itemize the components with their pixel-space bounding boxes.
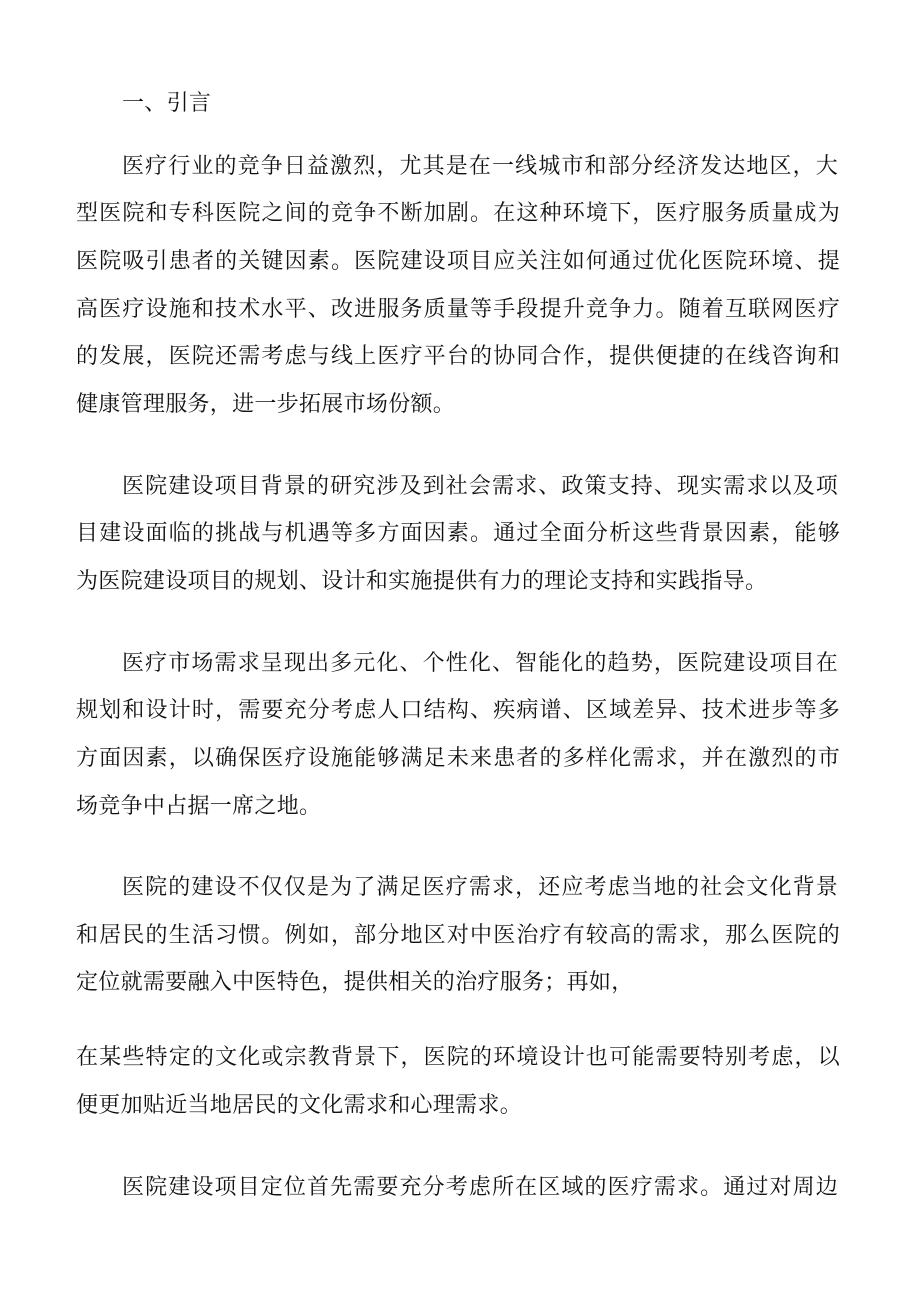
paragraph-3-line-1: 医疗市场需求呈现出多元化、个性化、智能化的趋势，医院建设项目在 (122, 651, 838, 676)
paragraph-1-line-6: 健康管理服务，进一步拓展市场份额。 (76, 392, 456, 417)
paragraph-2-line-2: 目建设面临的挑战与机遇等多方面因素。通过全面分析这些背景因素，能够 (76, 521, 840, 546)
paragraph-3-line-4: 场竞争中占据一席之地。 (76, 794, 322, 819)
paragraph-4-line-2: 和居民的生活习惯。例如，部分地区对中医治疗有较高的需求，那么医院的 (76, 923, 840, 948)
paragraph-5-line-2: 便更加贴近当地居民的文化需求和心理需求。 (76, 1093, 523, 1118)
paragraph-1-line-1: 医疗行业的竞争日益激烈，尤其是在一线城市和部分经济发达地区，大 (122, 154, 838, 179)
paragraph-4-line-3: 定位就需要融入中医特色，提供相关的治疗服务；再如， (76, 970, 634, 995)
paragraph-2-line-1: 医院建设项目背景的研究涉及到社会需求、政策支持、现实需求以及项 (122, 474, 838, 499)
paragraph-5-line-1: 在某些特定的文化或宗教背景下，医院的环境设计也可能需要特别考虑，以 (76, 1045, 840, 1070)
paragraph-3-line-3: 方面因素，以确保医疗设施能够满足未来患者的多样化需求，并在激烈的市 (76, 746, 840, 771)
paragraph-1-line-2: 型医院和专科医院之间的竞争不断加剧。在这种环境下，医疗服务质量成为 (76, 201, 840, 226)
section-heading: 一、引言 (122, 91, 212, 116)
paragraph-6-line-1: 医院建设项目定位首先需要充分考虑所在区域的医疗需求。通过对周边 (122, 1175, 838, 1200)
paragraph-2-line-3: 为医院建设项目的规划、设计和实施提供有力的理论支持和实践指导。 (76, 569, 768, 594)
paragraph-1-line-5: 的发展，医院还需考虑与线上医疗平台的协同合作，提供便捷的在线咨询和 (76, 344, 840, 369)
paragraph-4-line-1: 医院的建设不仅仅是为了满足医疗需求，还应考虑当地的社会文化背景 (122, 875, 838, 900)
paragraph-1-line-3: 医院吸引患者的关键因素。医院建设项目应关注如何通过优化医院环境、提 (76, 249, 840, 274)
paragraph-3-line-2: 规划和设计时，需要充分考虑人口结构、疾病谱、区域差异、技术进步等多 (76, 698, 840, 723)
paragraph-1-line-4: 高医疗设施和技术水平、改进服务质量等手段提升竞争力。随着互联网医疗 (76, 297, 840, 322)
